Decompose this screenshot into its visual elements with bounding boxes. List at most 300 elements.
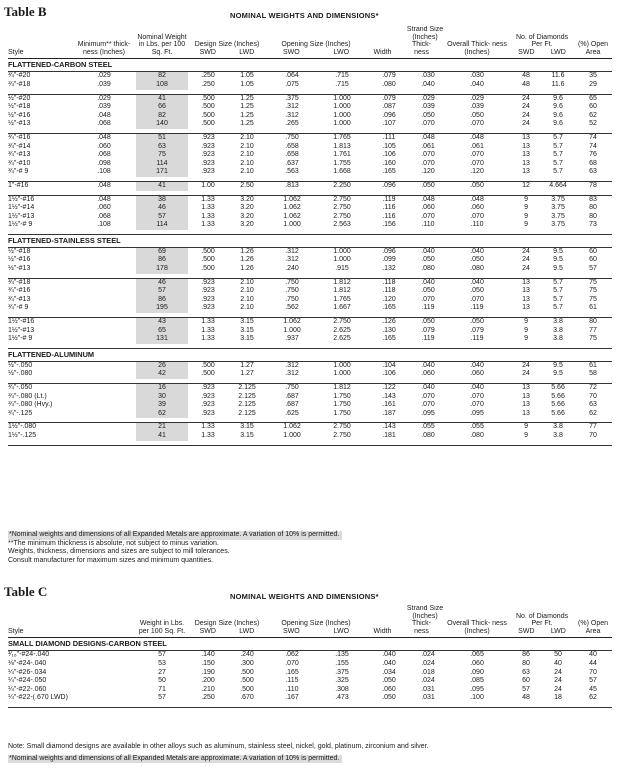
cell-style: ½"-.050 xyxy=(8,361,72,370)
table-cell: 63 xyxy=(589,168,597,176)
table-row xyxy=(8,168,612,177)
table-row xyxy=(8,393,612,402)
table-cell: .923 xyxy=(188,278,228,287)
header-design-size xyxy=(188,26,266,59)
table-cell: 77 xyxy=(574,423,612,432)
table-cell: .181 xyxy=(382,431,396,439)
table-cell: 1.062 xyxy=(266,423,318,432)
table-cell: 26 xyxy=(136,361,188,370)
table-cell: 62 xyxy=(589,409,597,417)
table-cell xyxy=(72,423,136,432)
cell-style: ¼"-#26-.034 xyxy=(8,668,47,676)
table-cell: 13 xyxy=(510,384,542,393)
table-row xyxy=(8,296,612,305)
table-cell: .161 xyxy=(382,401,396,409)
table-cell: 1.812 xyxy=(333,287,351,295)
table-row xyxy=(8,103,612,112)
table-cell: .923 xyxy=(201,151,215,159)
table-cell: .750 xyxy=(285,295,299,303)
table-cell: .070 xyxy=(421,392,435,400)
table-cell: 3.75 xyxy=(551,221,565,229)
table-b-heading: NOMINAL WEIGHTS AND DIMENSIONS* xyxy=(230,11,379,20)
table-cell: 48 xyxy=(510,72,542,81)
header-diamonds-lwd: LWD xyxy=(550,627,566,635)
table-cell: 48 xyxy=(522,80,530,88)
table-cell: .130 xyxy=(382,326,396,334)
table-cell: 62 xyxy=(136,410,188,419)
table-cell: 5.66 xyxy=(542,384,574,393)
table-cell: 3.8 xyxy=(553,335,563,343)
table-cell: .050 xyxy=(412,181,444,190)
table-cell: .080 xyxy=(470,431,484,439)
cell-style: ½"-#16 xyxy=(8,111,31,119)
table-cell: .087 xyxy=(382,103,396,111)
table-cell: .687 xyxy=(285,401,299,409)
table-cell: 13 xyxy=(510,278,542,287)
table-cell: .625 xyxy=(285,409,299,417)
table-cell: 74 xyxy=(589,142,597,150)
table-cell: 1.750 xyxy=(333,409,351,417)
table-cell: 1.000 xyxy=(333,256,351,264)
table-cell: .050 xyxy=(421,287,435,295)
table-cell: 3.20 xyxy=(228,195,266,204)
table-cell: 35 xyxy=(574,72,612,81)
table-cell: .250 xyxy=(201,80,215,88)
table-cell: .500 xyxy=(188,247,228,256)
table-b-note-4: Consult manufacturer for maximum sizes and minimum quantities. xyxy=(8,556,214,564)
table-cell xyxy=(72,432,136,441)
table-cell: .937 xyxy=(285,335,299,343)
cell-style: ½"-#13 xyxy=(8,265,31,273)
table-cell: 57 xyxy=(136,287,188,296)
table-c-heading: NOMINAL WEIGHTS AND DIMENSIONS* xyxy=(230,592,379,601)
table-cell: .118 xyxy=(382,287,396,295)
table-cell: .120 xyxy=(421,168,435,176)
table-cell xyxy=(72,370,136,379)
table-row xyxy=(8,423,612,432)
table-cell: 13 xyxy=(522,304,530,312)
table-cell: .098 xyxy=(97,159,111,167)
cell-style: ¾"-#14 xyxy=(8,142,31,150)
table-cell: 60 xyxy=(589,256,597,264)
table-cell: .500 xyxy=(240,677,254,685)
table-cell: 24 xyxy=(522,256,530,264)
table-cell: .312 xyxy=(285,370,299,378)
table-cell: 3.15 xyxy=(240,326,254,334)
cell-style: ¾"-.080 (Lt.) xyxy=(8,392,47,400)
table-cell xyxy=(72,335,136,344)
table-cell: .375 xyxy=(335,668,349,676)
table-cell: .210 xyxy=(201,685,215,693)
table-row xyxy=(8,94,612,103)
table-cell: .119 xyxy=(421,304,435,312)
table-cell: 24 xyxy=(510,361,542,370)
table-cell: .070 xyxy=(470,401,484,409)
table-cell: .500 xyxy=(201,103,215,111)
header-nominal-weight: Nominal Weight in Lbs. per 100 Sq. Ft. xyxy=(137,33,187,56)
table-cell: .040 xyxy=(366,651,412,660)
cell-style: ½"-#18 xyxy=(8,103,31,111)
header-design-swd: SWD xyxy=(199,48,216,56)
table-cell: 9.5 xyxy=(542,247,574,256)
table-cell: 75 xyxy=(589,335,597,343)
table-cell: 77 xyxy=(589,326,597,334)
table-row xyxy=(8,335,612,344)
table-b xyxy=(8,26,612,446)
table-cell: 2.10 xyxy=(240,151,254,159)
table-cell: 1.000 xyxy=(333,370,351,378)
cell-style: ¼"-#22-(.670 LWD) xyxy=(8,694,68,702)
table-cell: 13 xyxy=(522,151,530,159)
table-cell: .048 xyxy=(72,181,136,190)
table-cell: .070 xyxy=(421,295,435,303)
table-cell: .080 xyxy=(421,265,435,273)
table-cell: 24 xyxy=(522,103,530,111)
cell-style: 1½"-.125 xyxy=(8,431,37,439)
table-cell: .240 xyxy=(228,651,266,660)
table-cell: .110 xyxy=(285,685,299,693)
table-cell: 57 xyxy=(136,651,188,660)
table-cell: 71 xyxy=(158,685,166,693)
table-cell: .070 xyxy=(470,392,484,400)
table-cell: 80 xyxy=(589,204,597,212)
table-cell: .070 xyxy=(421,212,435,220)
table-cell: 1.750 xyxy=(333,401,351,409)
table-row xyxy=(8,256,612,265)
table-cell: 9 xyxy=(524,204,528,212)
table-cell: 3.75 xyxy=(542,195,574,204)
table-cell: .070 xyxy=(470,151,484,159)
table-cell: 1.765 xyxy=(333,295,351,303)
table-cell: 2.750 xyxy=(318,423,366,432)
header-design-swd: SWD xyxy=(199,627,216,635)
table-cell: .075 xyxy=(285,80,299,88)
table-c-note-1: Note: Small diamond designs are available in other alloys such as aluminum, stainless steel, nickel, gold, platinum, zirconium and silver. xyxy=(8,743,429,750)
table-cell: 73 xyxy=(589,221,597,229)
table-b-note-3: Weights, thickness, dimensions and sizes are subject to mill tolerances. xyxy=(8,548,230,556)
table-cell: 13 xyxy=(510,133,542,142)
table-cell: 24 xyxy=(554,677,562,685)
table-cell: 5.7 xyxy=(553,304,563,312)
table-cell: 1.000 xyxy=(333,120,351,128)
table-cell: 70 xyxy=(589,431,597,439)
table-cell: .923 xyxy=(201,392,215,400)
table-cell: .165 xyxy=(382,304,396,312)
table-cell: 1.668 xyxy=(333,168,351,176)
header-strand-size xyxy=(366,26,444,59)
header-strand-size xyxy=(366,605,444,638)
table-cell: .040 xyxy=(412,247,444,256)
table-cell: 60 xyxy=(522,677,530,685)
header-opening-size xyxy=(266,605,366,638)
table-cell: .119 xyxy=(470,304,484,312)
table-cell: 1.33 xyxy=(201,431,215,439)
table-cell: .096 xyxy=(366,247,412,256)
table-cell: .048 xyxy=(72,133,136,142)
table-b-note-1: *Nominal weights and dimensions of all Expanded Metals are approximate. A variation of 10% is permitted. xyxy=(8,531,342,540)
header-style: Style xyxy=(8,627,24,635)
table-cell: 13 xyxy=(522,142,530,150)
table-cell: 63 xyxy=(522,668,530,676)
table-cell: 69 xyxy=(136,247,188,256)
table-cell: .132 xyxy=(382,265,396,273)
cell-style: 1½"-# 9 xyxy=(8,335,33,343)
table-cell: .500 xyxy=(201,256,215,264)
table-cell: 2.750 xyxy=(333,431,351,439)
table-cell: 75 xyxy=(589,287,597,295)
table-cell: .050 xyxy=(421,111,435,119)
table-cell: 41 xyxy=(136,94,188,103)
table-cell: 2.10 xyxy=(240,159,254,167)
table-cell: .061 xyxy=(421,142,435,150)
section-row xyxy=(8,59,612,72)
header-design-size-label: Design Size (Inches) xyxy=(194,41,260,49)
table-cell: 1.33 xyxy=(201,221,215,229)
table-cell: 50 xyxy=(158,677,166,685)
table-cell: .562 xyxy=(285,304,299,312)
table-cell: 57 xyxy=(589,265,597,273)
table-row xyxy=(8,112,612,121)
table-cell: .312 xyxy=(285,111,299,119)
table-cell: .068 xyxy=(97,212,111,220)
table-cell xyxy=(72,256,136,265)
table-cell: 1.26 xyxy=(228,247,266,256)
table-cell: 3.8 xyxy=(553,431,563,439)
table-cell: 75 xyxy=(136,151,188,160)
table-cell: 70 xyxy=(589,668,597,676)
table-cell: 13 xyxy=(522,392,530,400)
table-cell: 114 xyxy=(136,221,188,230)
table-cell: .923 xyxy=(201,304,215,312)
section-row xyxy=(8,638,612,651)
table-cell: .029 xyxy=(72,94,136,103)
table-cell: .040 xyxy=(421,80,435,88)
table-cell: 1.25 xyxy=(240,103,254,111)
table-cell: 60 xyxy=(574,247,612,256)
table-cell: 1.33 xyxy=(201,335,215,343)
header-opening-lwo: LWO xyxy=(333,48,350,56)
cell-style: ¾"-#16 xyxy=(8,133,72,142)
table-cell: 72 xyxy=(574,384,612,393)
table-cell: 61 xyxy=(574,361,612,370)
table-cell: .750 xyxy=(266,384,318,393)
table-cell: .079 xyxy=(470,326,484,334)
header-strand-size-label: Strand Size (Inches) xyxy=(406,605,444,620)
table-cell: .500 xyxy=(240,668,254,676)
cell-style: ³⁄₁₆"-#24-.040 xyxy=(8,651,136,660)
table-cell xyxy=(72,318,136,327)
table-cell: .312 xyxy=(266,361,318,370)
table-cell: .070 xyxy=(421,120,435,128)
cell-style: ¾"-.080 (Hvy.) xyxy=(8,401,53,409)
table-cell: 18 xyxy=(554,694,562,702)
cell-style: ½"-#13 xyxy=(8,120,31,128)
table-b-header-row xyxy=(8,26,612,59)
table-cell: .813 xyxy=(266,181,318,190)
table-cell: 9.5 xyxy=(553,265,563,273)
table-cell: .658 xyxy=(285,151,299,159)
table-cell: .039 xyxy=(97,80,111,88)
table-cell: .030 xyxy=(412,72,444,81)
header-strand-thickness: Thick- ness xyxy=(411,41,432,56)
table-cell: .108 xyxy=(97,168,111,176)
table-cell: 2.10 xyxy=(240,168,254,176)
table-cell: .080 xyxy=(470,265,484,273)
table-cell: 13 xyxy=(522,295,530,303)
table-cell: .050 xyxy=(444,181,510,190)
cell-style: ¾"-#18 xyxy=(8,278,72,287)
cell-style: ½"-.080 xyxy=(8,370,33,378)
table-row xyxy=(8,204,612,213)
table-cell: 2.750 xyxy=(318,318,366,327)
table-row xyxy=(8,265,612,274)
table-cell: 2.10 xyxy=(228,278,266,287)
table-cell: 16 xyxy=(136,384,188,393)
table-row xyxy=(8,432,612,441)
section-title: FLATTENED-ALUMINUM xyxy=(8,349,95,359)
table-cell: 1.062 xyxy=(266,318,318,327)
table-cell: .111 xyxy=(366,133,412,142)
table-cell: 1.00 xyxy=(188,181,228,190)
table-cell: 86 xyxy=(136,256,188,265)
table-row xyxy=(8,361,612,370)
table-cell: 11.6 xyxy=(551,80,565,88)
table-cell: .050 xyxy=(382,677,396,685)
table-cell: .100 xyxy=(470,694,484,702)
table-cell: .080 xyxy=(382,80,396,88)
table-cell: 82 xyxy=(136,72,188,81)
table-cell: .055 xyxy=(412,423,444,432)
table-cell xyxy=(72,247,136,256)
table-cell: 1.05 xyxy=(240,80,254,88)
cell-style: 1½"-#13 xyxy=(8,326,35,334)
table-cell: .115 xyxy=(285,677,299,685)
table-cell: .062 xyxy=(266,651,318,660)
table-cell: .658 xyxy=(285,142,299,150)
table-cell: 62 xyxy=(589,694,597,702)
table-cell: 3.20 xyxy=(240,221,254,229)
table-cell: .061 xyxy=(470,142,484,150)
table-cell: 52 xyxy=(589,120,597,128)
table-cell: 9.5 xyxy=(553,370,563,378)
table-cell: 9.5 xyxy=(553,256,563,264)
table-cell: .563 xyxy=(285,168,299,176)
table-cell: .030 xyxy=(444,72,510,81)
table-cell: 2.750 xyxy=(333,204,351,212)
table-cell: 1.26 xyxy=(240,256,254,264)
table-cell: .375 xyxy=(266,94,318,103)
table-cell: .120 xyxy=(382,295,396,303)
header-diamonds-swd: SWD xyxy=(518,48,535,56)
table-row xyxy=(8,72,612,81)
table-cell: 24 xyxy=(510,94,542,103)
table-cell: .187 xyxy=(382,409,396,417)
section-title: SMALL DIAMOND DESIGNS-CARBON STEEL xyxy=(8,639,167,649)
table-cell: .050 xyxy=(470,287,484,295)
table-cell: 2.10 xyxy=(228,133,266,142)
table-cell xyxy=(72,401,136,410)
table-cell: 74 xyxy=(574,133,612,142)
table-cell: 1.000 xyxy=(283,326,301,334)
table-cell xyxy=(72,265,136,274)
table-c-title: Table C xyxy=(4,584,48,599)
table-cell: .040 xyxy=(382,659,396,667)
table-cell: 86 xyxy=(510,651,542,660)
cell-style: ¾"-# 9 xyxy=(8,304,29,312)
table-cell: 24 xyxy=(554,685,562,693)
table-c-notes xyxy=(8,743,429,763)
table-cell: 3.15 xyxy=(240,431,254,439)
table-cell: .040 xyxy=(444,384,510,393)
table-cell: .106 xyxy=(382,370,396,378)
table-cell: 40 xyxy=(574,651,612,660)
table-cell: 1.33 xyxy=(188,195,228,204)
table-cell: .048 xyxy=(444,195,510,204)
table-cell: 1.27 xyxy=(228,361,266,370)
table-cell: .095 xyxy=(421,409,435,417)
header-strand-width: Width xyxy=(373,48,392,56)
table-cell: .040 xyxy=(412,361,444,370)
table-cell: 2.625 xyxy=(333,335,351,343)
table-cell: .637 xyxy=(285,159,299,167)
table-cell: .096 xyxy=(382,111,396,119)
table-cell: 57 xyxy=(589,677,597,685)
table-cell: 1.25 xyxy=(228,94,266,103)
table-cell: 5.66 xyxy=(551,392,565,400)
table-cell: .923 xyxy=(201,287,215,295)
table-row xyxy=(8,304,612,313)
table-cell: 11.6 xyxy=(542,72,574,81)
table-cell: 75 xyxy=(589,295,597,303)
table-cell: 171 xyxy=(136,168,188,177)
table-cell: .040 xyxy=(470,80,484,88)
table-row xyxy=(8,384,612,393)
table-cell: .055 xyxy=(444,423,510,432)
table-cell: 5.7 xyxy=(553,151,563,159)
cell-style: 1½"-#16 xyxy=(8,195,72,204)
table-cell: 40 xyxy=(554,659,562,667)
table-cell: 42 xyxy=(136,370,188,379)
table-cell: 2.10 xyxy=(240,295,254,303)
table-row xyxy=(8,669,612,678)
table-cell: .119 xyxy=(366,195,412,204)
table-cell: 195 xyxy=(136,304,188,313)
table-row xyxy=(8,143,612,152)
table-cell: 1.000 xyxy=(318,361,366,370)
table-cell: 1.33 xyxy=(201,204,215,212)
table-cell: .060 xyxy=(421,370,435,378)
table-cell xyxy=(72,384,136,393)
table-cell: .060 xyxy=(470,370,484,378)
section-title: FLATTENED-CARBON STEEL xyxy=(8,60,113,70)
table-cell: .923 xyxy=(201,168,215,176)
table-cell: 68 xyxy=(589,159,597,167)
table-cell: 178 xyxy=(136,265,188,274)
table-cell: .080 xyxy=(421,431,435,439)
table-cell: 1.26 xyxy=(240,265,254,273)
table-cell: 1.812 xyxy=(318,384,366,393)
table-cell: .312 xyxy=(285,256,299,264)
table-cell: .165 xyxy=(285,668,299,676)
table-cell: 63 xyxy=(589,401,597,409)
table-c xyxy=(8,605,612,708)
table-cell: .116 xyxy=(382,204,396,212)
table-row xyxy=(8,247,612,256)
header-open-area: (%) Open Area xyxy=(578,41,609,56)
table-cell: .143 xyxy=(366,423,412,432)
table-row xyxy=(8,151,612,160)
table-cell: .500 xyxy=(201,111,215,119)
